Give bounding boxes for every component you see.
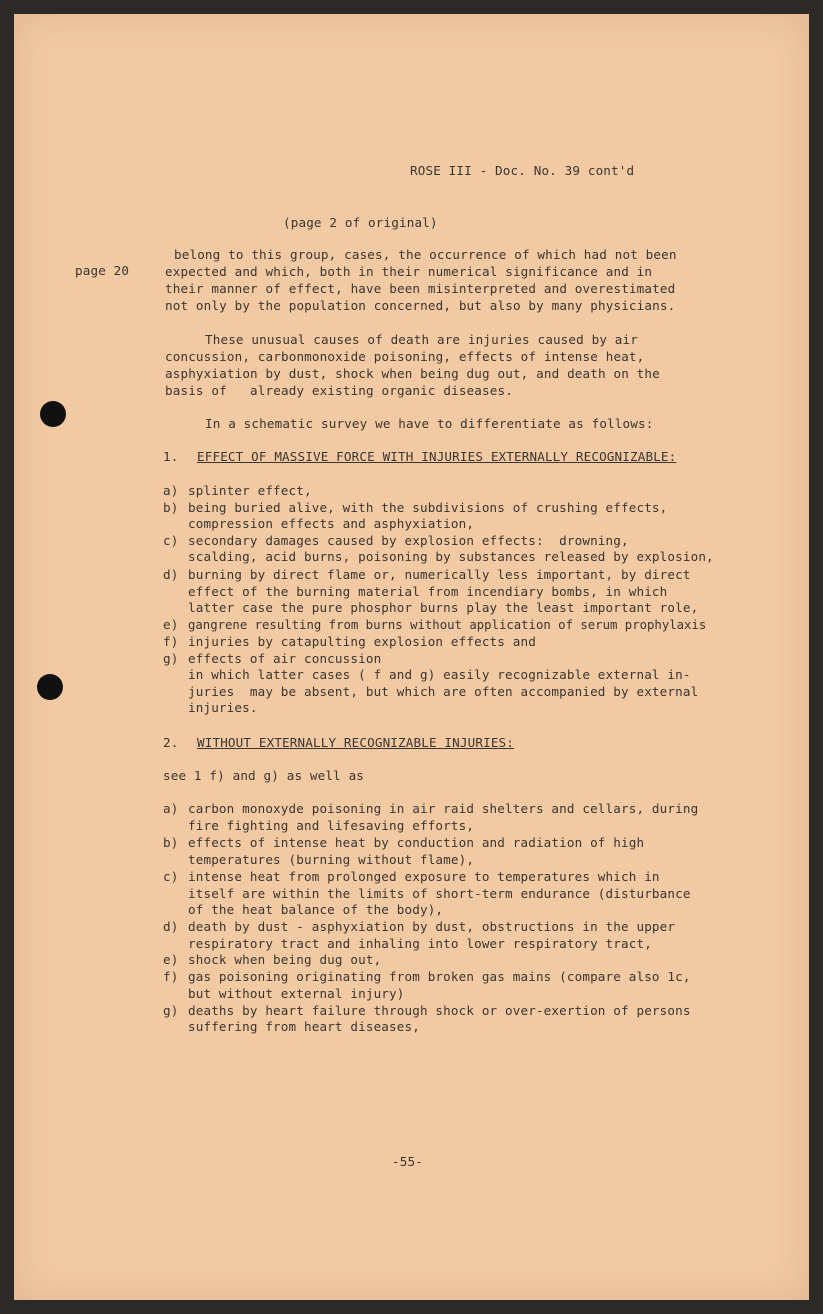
item-line: burning by direct flame or, numerically less important, by direct [188,567,691,582]
item-label: b) [163,835,179,850]
item-line: gas poisoning originating from broken gas mains (compare also 1c, [188,969,691,984]
paragraph-line: basis of already existing organic diseases. [165,383,513,398]
paragraph-line: asphyxiation by dust, shock when being dug out, and death on the [165,366,660,381]
margin-note: page 20 [75,263,130,278]
section1-heading: EFFECT OF MASSIVE FORCE WITH INJURIES EXTERNALLY RECOGNIZABLE: [197,449,677,464]
page-number: -55- [392,1154,423,1169]
paragraph-line: belong to this group, cases, the occurrence of which had not been [174,247,677,262]
paragraph-line: expected and which, both in their numerical significance and in [165,264,653,279]
item-label: d) [163,567,179,582]
item-line: juries may be absent, but which are often accompanied by external [188,684,699,699]
item-line: carbon monoxyde poisoning in air raid shelters and cellars, during [188,801,699,816]
punch-hole-top [40,401,66,427]
item-label: a) [163,483,179,498]
item-line: suffering from heart diseases, [188,1019,420,1034]
item-line: but without external injury) [188,986,405,1001]
page-note: (page 2 of original) [283,215,438,230]
item-label: g) [163,651,179,666]
item-label: a) [163,801,179,816]
item-label: e) [163,952,179,967]
item-line: of the heat balance of the body), [188,902,444,917]
item-line: respiratory tract and inhaling into lower respiratory tract, [188,936,652,951]
paragraph-line: their manner of effect, have been misinterpreted and overestimated [165,281,676,296]
item-label: c) [163,869,179,884]
paragraph-line: In a schematic survey we have to differentiate as follows: [205,416,654,431]
item-label: e) [163,617,179,632]
item-line: temperatures (burning without flame), [188,852,475,867]
item-line: fire fighting and lifesaving efforts, [188,818,475,833]
item-line: splinter effect, [188,483,312,498]
item-line: in which latter cases ( f and g) easily recognizable external in- [188,667,691,682]
item-line: gangrene resulting from burns without application of serum prophylaxis [188,618,707,632]
item-line: effects of intense heat by conduction and radiation of high [188,835,645,850]
item-line: injuries by catapulting explosion effects and [188,634,536,649]
item-line: effects of air concussion [188,651,382,666]
item-line: injuries. [188,700,258,715]
section2-number: 2. [163,735,179,750]
item-line: intense heat from prolonged exposure to temperatures which in [188,869,660,884]
item-line: being buried alive, with the subdivisions of crushing effects, [188,500,668,515]
document-header: ROSE III - Doc. No. 39 cont'd [410,163,635,178]
item-label: b) [163,500,179,515]
paragraph-line: not only by the population concerned, but also by many physicians. [165,298,676,313]
item-line: deaths by heart failure through shock or over-exertion of persons [188,1003,691,1018]
punch-hole-bottom [37,674,63,700]
item-line: latter case the pure phosphor burns play the least important role, [188,600,699,615]
item-label: f) [163,634,179,649]
item-label: g) [163,1003,179,1018]
item-line: itself are within the limits of short-term endurance (disturbance [188,886,691,901]
item-label: c) [163,533,179,548]
item-line: compression effects and asphyxiation, [188,516,475,531]
item-line: shock when being dug out, [188,952,382,967]
item-line: scalding, acid burns, poisoning by substances released by explosion, [188,549,714,564]
item-label: d) [163,919,179,934]
section2-heading: WITHOUT EXTERNALLY RECOGNIZABLE INJURIES: [197,735,515,750]
item-label: f) [163,969,179,984]
item-line: secondary damages caused by explosion effects: drowning, [188,533,629,548]
section1-number: 1. [163,449,179,464]
paragraph-line: These unusual causes of death are injuries caused by air [205,332,638,347]
section2-see-note: see 1 f) and g) as well as [163,768,365,783]
paragraph-line: concussion, carbonmonoxide poisoning, effects of intense heat, [165,349,645,364]
document-page [14,14,809,1300]
item-line: effect of the burning material from incendiary bombs, in which [188,584,668,599]
item-line: death by dust - asphyxiation by dust, obstructions in the upper [188,919,676,934]
